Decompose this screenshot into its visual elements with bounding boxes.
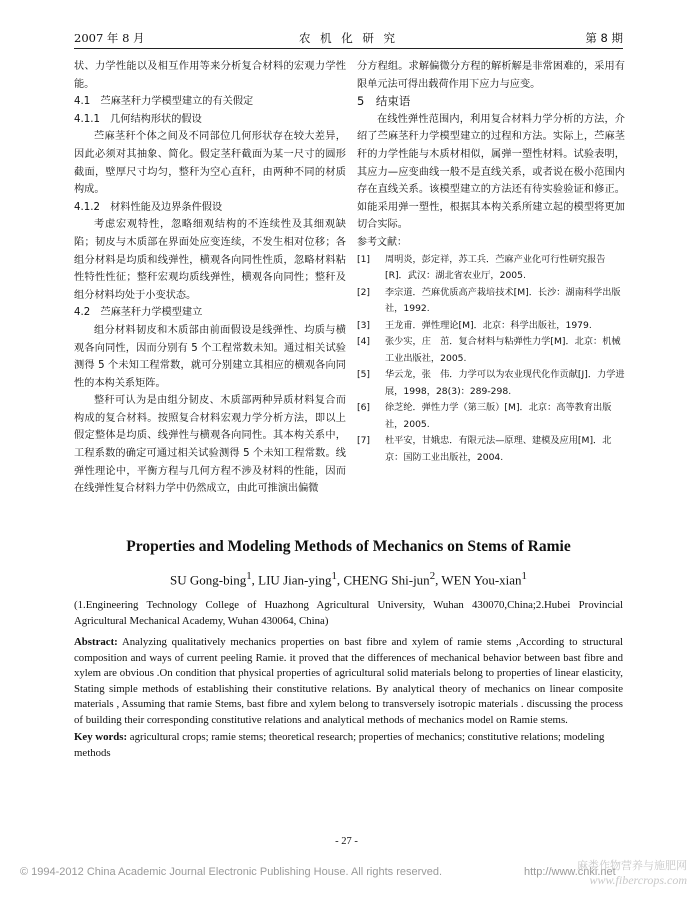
reference-number: [3] (357, 319, 371, 331)
keywords-label: Key words: (74, 731, 128, 744)
keywords-paragraph (74, 730, 623, 761)
abstract-paragraph (74, 635, 623, 728)
reference-number: [5] (357, 369, 371, 381)
abstract-text: Analyzing qualitatively mechanics properties on bast fibre and xylem of ramie stems ,According to structural composition and ways of current peeling Ramie. it proved that the differences of mechanical behavior between bast fibre and xylem are obvious .On condition that physical properties of agricultural solid materials belong to properties of linear elasticity, Stating simple methods of establishing their constitutive relations. By analytical theory of mechanics on linear composite materials , Assuming that ramie Stems, bast fibre and xylem belong to transversely isotropic materials . discussing the process of building their corresponding constitutive relations and analytical methods of mechanics model on Ramie stems. (74, 636, 623, 726)
references-heading: 参考文献： (357, 236, 407, 248)
reference-number: [4] (357, 336, 371, 348)
section-heading: 5 结束语 (357, 94, 411, 109)
author-affiliation-mark: 1 (521, 570, 527, 582)
paragraph: 考虑宏观特性，忽略细观结构的不连续性及其细观缺陷；韧皮与木质部在界面处应变连续，不发生相对位移；各组分材料是均质和线弹性，横观各向同性性质，忽略材料粘性特性性征；整秆宏观均质线弹性，横观各向同性；整秆及组分材料均处于小变状态。 (74, 219, 346, 301)
paragraph: 状、力学性能以及相互作用等来分析复合材料的宏观力学性能。 (74, 61, 346, 90)
left-column (74, 58, 346, 498)
author-name: CHENG Shi-jun (343, 572, 430, 588)
subsection-heading: 4.1.1 几何结构形状的假设 (74, 113, 202, 125)
reference-item (357, 433, 625, 466)
watermark-site-name: 麻类作物营养与施肥网 (577, 859, 687, 872)
reference-item (357, 334, 625, 367)
running-header (74, 30, 623, 48)
header-journal-name: 农 机 化 研 究 (298, 31, 399, 45)
header-date: 2007 年 8 月 (74, 31, 145, 45)
english-abstract-block (74, 538, 623, 761)
reference-text: 张少实，庄 茁．复合材料与粘弹性力学[M]．北京：机械工业出版社，2005. (385, 336, 621, 364)
author-affiliation-mark: 1 (246, 570, 252, 582)
keywords-text: agricultural crops; ramie stems; theoretical research; properties of mechanics; constitutive relations; modeling methods (74, 731, 605, 759)
reference-text: 徐芝纶．弹性力学（第三版）[M]．北京：高等教育出版社，2005. (385, 402, 612, 430)
reference-number: [7] (357, 435, 371, 447)
paragraph: 组分材料韧皮和木质部由前面假设是线弹性、均质与横观各向同性，因而分别有 5 个工程常数未知。通过相关试验测得 5 个未知工程常数，就可分别建立其相应的横观各向同性的本构关系矩阵。 (74, 324, 346, 389)
paragraph: 整秆可认为是由组分韧皮、木质部两种异质材料复合而构成的复合材料。按照复合材料宏观力学分析方法，即以上假定整体是均质、线弹性与横观各向同性。其本构关系中，工程系数的确定可通过相关试验测得 5 个未知工程常数。线弹性理论中，平衡方程与几何方程不涉及材料的性能，因而在线弹性复合材料力学中仍然成立，由此可推演出偏微 (74, 395, 346, 495)
reference-number: [1] (357, 253, 371, 265)
reference-text: 华云龙，张 伟．力学可以为农业现代化作贡献[J]．力学进展，1998，28(3)：289-298. (385, 369, 625, 397)
reference-number: [6] (357, 402, 371, 414)
section-heading: 4.2 苎麻茎秆力学模型建立 (74, 307, 203, 319)
reference-item (357, 400, 625, 433)
header-issue: 第 8 期 (585, 31, 623, 45)
author-affiliation-mark: 2 (429, 570, 436, 582)
copyright-footer: © 1994-2012 China Academic Journal Electronic Publishing House. All rights reserved. (20, 866, 443, 878)
author-name: SU Gong-bing (170, 572, 247, 588)
watermark (577, 858, 687, 888)
footer-link[interactable]: http://www.cnki.net (524, 866, 616, 878)
abstract-label: Abstract: (74, 636, 118, 649)
author-line: SU Gong-bing$^1$, LIU Jian-ying$^1$, CHENG Shi-jun$^2$, WEN You-xian$^1$ (170, 570, 527, 588)
author-affiliation-mark: 1 (331, 570, 337, 582)
reference-text: 李宗道．苎麻优质高产栽培技术[M]．长沙：湖南科学出版社，1992. (385, 286, 621, 315)
author-name: LIU Jian-ying (258, 572, 332, 588)
reference-list (357, 252, 625, 467)
reference-number: [2] (357, 286, 371, 298)
reference-item (357, 367, 625, 400)
reference-item (357, 285, 625, 318)
watermark-url: www.fibercrops.com (589, 873, 687, 887)
subsection-heading: 4.1.2 材料性能及边界条件假设 (74, 201, 223, 213)
section-heading: 4.1 苎麻茎秆力学模型建立的有关假定 (74, 96, 254, 108)
paragraph: 在线性弹性范围内，利用复合材料力学分析的方法，介绍了苎麻茎秆力学模型建立的过程和方法。实际上，苎麻茎秆的力学性能与木质材相似，属弹一塑性材料。试验表明，其应力—应变曲线一般不是直线关系，或者说在极小范围内存在直线关系。该模型建立的方法还有待实验验证和修正。如能采用弹一塑性，根据其本构关系所建立起的模型将更加切合实际。 (357, 113, 625, 231)
reference-text: 杜平安，甘娥忠．有限元法—原理、建模及应用[M]．北京：国防工业出版社，2004. (385, 435, 612, 463)
reference-item (357, 252, 625, 285)
reference-text: 周明炎，彭定祥，苏工兵．苎麻产业化可行性研究报告[R]．武汉：湖北省农业厅，2005. (385, 253, 606, 282)
reference-text: 王龙甫．弹性理论[M]．北京：科学出版社，1979. (385, 319, 592, 331)
page-number: - 27 - (335, 836, 358, 847)
paragraph: 苎麻茎秆个体之间及不同部位几何形状存在较大差异，因此必须对其抽象、简化。假定茎秆截面为某一尺寸的圆形截面，壁厚尺寸均匀，整秆为空心直秆，由两种不同的材质构成。 (74, 131, 346, 196)
right-column (357, 58, 625, 466)
affiliation: (1.Engineering Technology College of Huazhong Agricultural University, Wuhan 430070,China;2.Hubei Provincial Agricultural Mechanical Academy, Wuhan 430064, China) (74, 599, 623, 627)
paragraph: 分方程组。求解偏微分方程的解析解是非常困难的，采用有限单元法可得出载荷作用下应力与应变。 (357, 61, 625, 90)
author-name: WEN You-xian (441, 572, 522, 588)
reference-item (357, 318, 625, 335)
english-title: Properties and Modeling Methods of Mechanics on Stems of Ramie (126, 538, 571, 555)
header-rule (74, 48, 623, 49)
